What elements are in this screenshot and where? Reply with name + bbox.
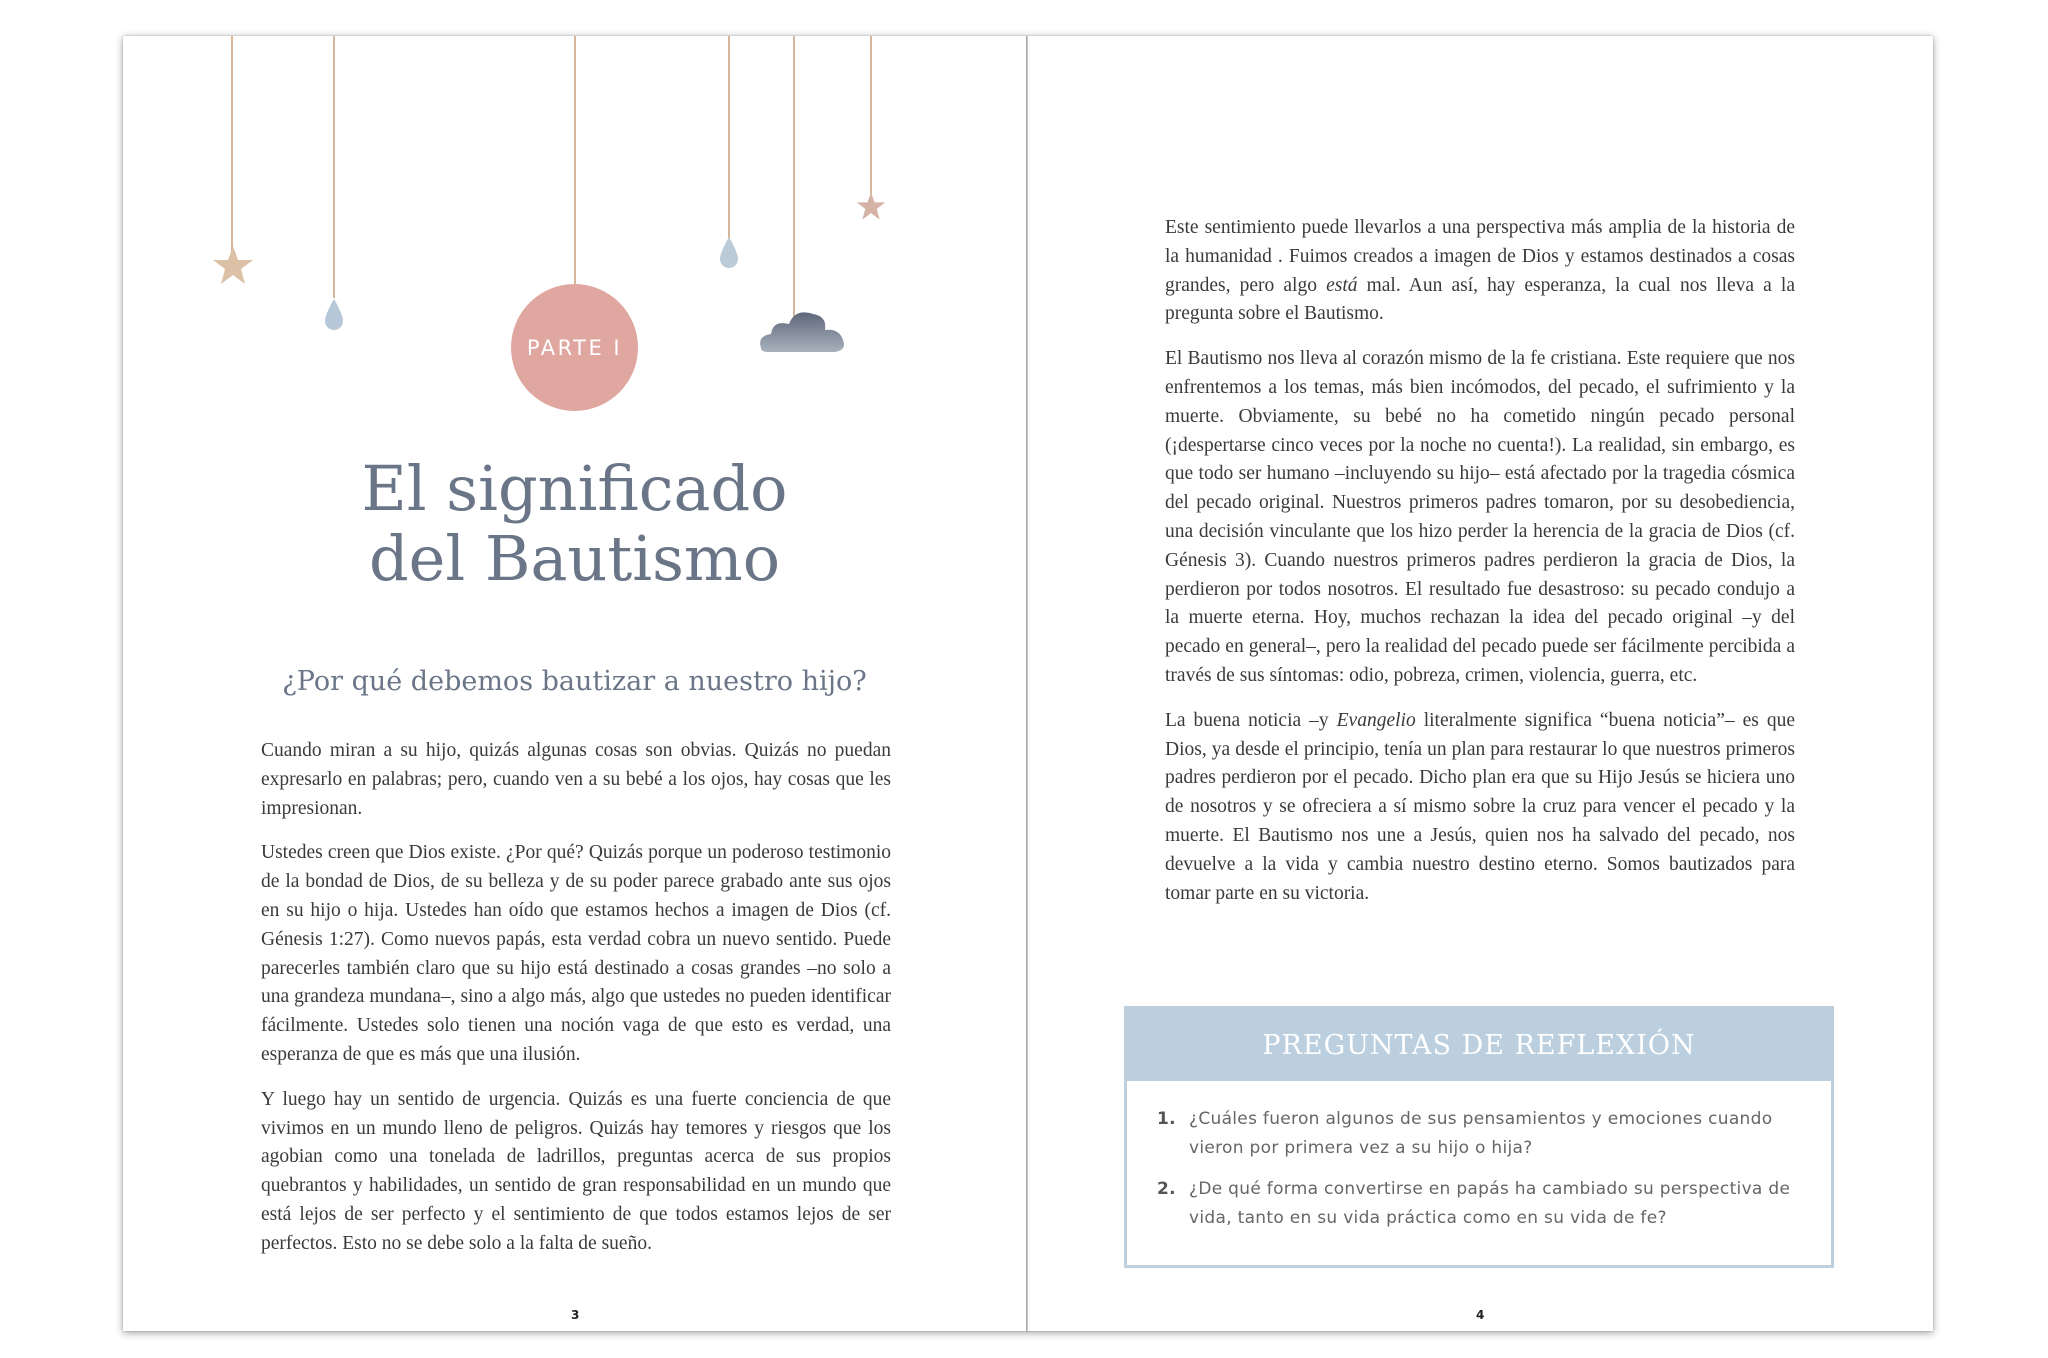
paragraph [1165, 707, 1795, 909]
hanging-string [574, 36, 576, 286]
hanging-string [333, 36, 335, 298]
raindrop-icon [323, 298, 345, 332]
reflection-questions [1127, 1081, 1831, 1233]
star-icon [211, 244, 255, 286]
right-body-text [1165, 214, 1795, 924]
text-run: La buena noticia –y [1165, 709, 1337, 731]
raindrop-icon [718, 236, 740, 270]
hanging-string [870, 36, 872, 194]
cloud-icon [755, 306, 849, 356]
question-text: ¿Cuáles fueron algunos de sus pensamientos y emociones cuando vieron por primera vez a su hijo o hija? [1189, 1109, 1773, 1158]
reflection-title: PREGUNTAS DE REFLEXIÓN [1262, 1029, 1696, 1061]
part-label: PARTE I [526, 335, 623, 360]
italic-text: está [1326, 274, 1358, 296]
list-item [1157, 1175, 1801, 1233]
page-number: 4 [1476, 1308, 1485, 1322]
chapter-title-line1: El significado [361, 452, 788, 525]
paragraph: Ustedes creen que Dios existe. ¿Por qué? Quizás porque un poderoso testimonio de la bondad de Dios, de su belleza y de su poder parece grabado ante sus ojos en su hijo o hija. Ustedes han oído que estamos hechos a imagen de Dios (cf. Génesis 1:27). Como nuevos papás, esta verdad cobra un nuevo sentido. Puede parecerles también claro que su hijo está destinado a cosas grandes –no solo a una grandeza mundana–, sino a algo más, algo que ustedes no pueden identificar fácilmente. Ustedes solo tienen una noción vaga de que esto es verdad, una esperanza de que es más que una ilusión. [261, 842, 891, 1065]
italic-text: Evangelio [1336, 709, 1416, 731]
page-number: 3 [571, 1308, 580, 1322]
star-icon [855, 191, 887, 221]
question-number: 1. [1157, 1109, 1176, 1129]
question-number: 2. [1157, 1179, 1176, 1199]
reflection-header [1127, 1009, 1831, 1081]
hanging-string [793, 36, 795, 326]
text-run: Este sentimiento puede llevarlos a una perspectiva más amplia de la historia de la humanidad . Fuimos creados a imagen de Dios y estamos destinados a cosas grandes, pero algo [1165, 217, 1795, 296]
paragraph: Y luego hay un sentido de urgencia. Quizás es una fuerte conciencia de que vivimos en un mundo lleno de peligros. Quizás hay temores y riesgos que los agobian como una tonelada de ladrillos, preguntas acerca de sus propios quebrantos y habilidades, un sentido de gran responsabilidad en un mundo que está lejos de ser perfecto y el sentimiento de que todos estamos lejos de ser perfectos. Esto no se debe solo a la falta de sueño. [261, 1088, 891, 1254]
paragraph: El Bautismo nos lleva al corazón mismo de la fe cristiana. Este requiere que nos enfrentemos a los temas, más bien incómodos, del pecado, el sufrimiento y la muerte. Obviamente, su bebé no ha cometido ningún pecado personal (¡despertarse cinco veces por la noche no cuenta!). La realidad, sin embargo, es que todo ser humano –incluyendo su hijo– está afectado por la tragedia cósmica del pecado original. Nuestros primeros padres tomaron, por su desobediencia, una decisión vinculante que los hizo perder la herencia de la gracia de Dios (cf. Génesis 3). Cuando nuestros primeros padres perdieron la gracia de Dios, la perdieron por todos nosotros. El resultado fue desastroso: su pecado condujo a la muerte eterna. Hoy, muchos rechazan la idea del pecado original –y del pecado en general–, pero la realidad del pecado puede ser fácilmente percibida a través de sus síntomas: odio, pobreza, crimen, violencia, guerra, etc. [1165, 348, 1795, 686]
part-badge [511, 284, 638, 411]
left-page [123, 36, 1026, 1331]
left-body-text [261, 737, 891, 1275]
chapter-title [123, 454, 1026, 594]
question-text: ¿De qué forma convertirse en papás ha cambiado su perspectiva de vida, tanto en su vida práctica como en su vida de fe? [1189, 1179, 1791, 1228]
chapter-title-line2: del Bautismo [368, 522, 781, 595]
section-heading: ¿Por qué debemos bautizar a nuestro hijo? [282, 666, 867, 697]
reflection-box [1124, 1006, 1834, 1268]
list-item [1157, 1105, 1801, 1163]
book-spread [123, 36, 1933, 1331]
text-run: mal. Aun así, hay esperanza, la cual nos lleva a la pregunta sobre el Bautismo. [1165, 274, 1795, 325]
text-run: literalmente significa “buena noticia”– es que Dios, ya desde el principio, tenía un plan para restaurar lo que nuestros primeros padres perdieron por el pecado. Dicho plan era que su Hijo Jesús se hiciera uno de nosotros y se ofreciera a sí mismo sobre la cruz para vencer el pecado y la muerte. El Bautismo nos une a Jesús, quien nos ha salvado del pecado, nos devuelve a la vida y cambia nuestro destino eterno. Somos bautizados para tomar parte en su victoria. [1165, 709, 1795, 904]
paragraph [1165, 214, 1795, 329]
hanging-string [728, 36, 730, 238]
paragraph: Cuando miran a su hijo, quizás algunas cosas son obvias. Quizás no puedan expresarlo en palabras; pero, cuando ven a su bebé a los ojos, hay cosas que les impresionan. [261, 740, 891, 819]
hanging-string [231, 36, 233, 254]
